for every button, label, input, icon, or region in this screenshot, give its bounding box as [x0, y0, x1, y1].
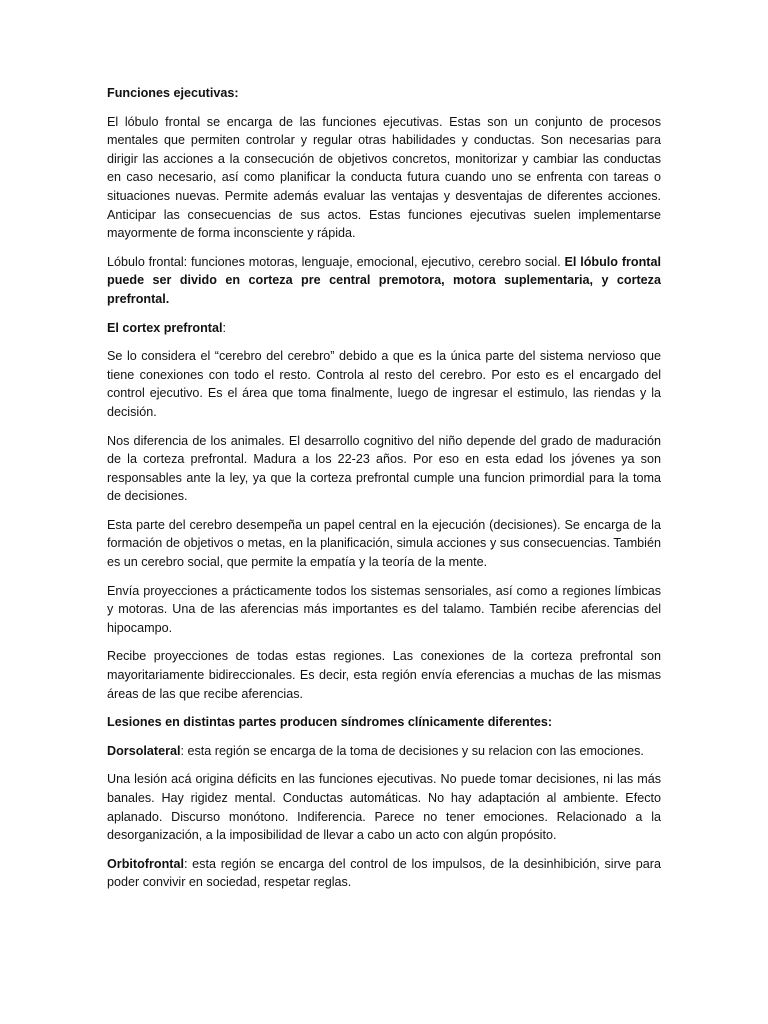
dorsolateral-description: : esta región se encarga de la toma de decisiones y su relacion con las emociones. [180, 743, 644, 758]
dorsolateral-term: Dorsolateral [107, 743, 181, 758]
paragraph-proyecciones: Envía proyecciones a prácticamente todos los sistemas sensoriales, así como a regiones límbicas y motoras. Una de las aferencias más importantes es del talamo. También recibe aferencias del hipocampo. [107, 583, 661, 635]
cortex-prefrontal-colon: : [222, 320, 226, 335]
paragraph-diferencia-animales: Nos diferencia de los animales. El desarrollo cognitivo del niño depende del grado de maduración de la corteza prefrontal. Madura a los 22-23 años. Por eso en esta edad los jóvenes ya son responsables ante la ley, ya que la corteza prefrontal cumple una funcion primordial para la toma de decisiones. [107, 433, 661, 504]
paragraph-papel-central: Esta parte del cerebro desempeña un papel central en la ejecución (decisiones). Se encarga de la formación de objetivos o metas, en la planificación, simula acciones y sus consecuencias. También es un cerebro social, que permite la empatía y la teoría de la mente. [107, 517, 661, 570]
paragraph-lesion-dorsolateral: Una lesión acá origina déficits en las funciones ejecutivas. No puede tomar decisiones, ni las más banales. Hay rigidez mental. Conductas automáticas. No hay adaptación al ambiente. Efecto aplanado. Discurso monótono. Indiferencia. Parece no tener emociones. Relacionado a la desorganización, a la imposibilidad de llevar a cabo un acto con algún propósito. [107, 772, 661, 843]
lobulo-frontal-bold-text: El lóbulo frontal puede ser divido en corteza pre central premotora, motora suplementaria, y corteza prefrontal. [107, 254, 662, 306]
orbitofrontal-description: : esta región se encarga del control de los impulsos, de la desinhibición, sirve para poder convivir en sociedad, respetar reglas. [107, 856, 661, 890]
paragraph-cerebro-del-cerebro: Se lo considera el “cerebro del cerebro” debido a que es la única parte del sistema nervioso que tiene conexiones con todo el resto. Controla al resto del cerebro. Por esto es el encargado del control ejecutivo. Es el área que toma finalmente, luego de ingresar el estimulo, las riendas y la decisión. [107, 349, 661, 419]
paragraph-funciones-ejecutivas: El lóbulo frontal se encarga de las funciones ejecutivas. Estas son un conjunto de procesos mentales que permiten controlar y regular otras habilidades y conductas. Son necesarias para dirigir las acciones a la consecución de objetivos concretos, monitorizar y cambiar las conductas en caso necesario, así como planificar la conducta futura cuando uno se enfrenta con tareas o situaciones nuevas. Permite además evaluar las ventajas y desventajas de diferentes acciones. Anticipar las consecuencias de sus actos. Estas funciones ejecutivas suelen implementarse mayormente de forma inconsciente y rápida. [107, 114, 661, 241]
heading-cortex-prefrontal [107, 319, 661, 338]
lobulo-frontal-text: Lóbulo frontal: funciones motoras, lenguaje, emocional, ejecutivo, cerebro social. [107, 254, 561, 269]
paragraph-recibe-proyecciones: Recibe proyecciones de todas estas regiones. Las conexiones de la corteza prefrontal son mayoritariamente bidireccionales. Es decir, esta región envía eferencias a muchas de las mismas áreas de las que recibe aferencias. [107, 649, 661, 701]
paragraph-lobulo-frontal [107, 253, 661, 309]
document-page [107, 84, 661, 902]
heading-funciones-ejecutivas: Funciones ejecutivas: [107, 86, 239, 100]
paragraph-orbitofrontal [107, 855, 661, 892]
heading-lesiones: Lesiones en distintas partes producen síndromes clínicamente diferentes: [107, 715, 553, 730]
orbitofrontal-term: Orbitofrontal [107, 856, 184, 871]
cortex-prefrontal-title: El cortex prefrontal [107, 320, 223, 335]
paragraph-dorsolateral [107, 742, 661, 761]
